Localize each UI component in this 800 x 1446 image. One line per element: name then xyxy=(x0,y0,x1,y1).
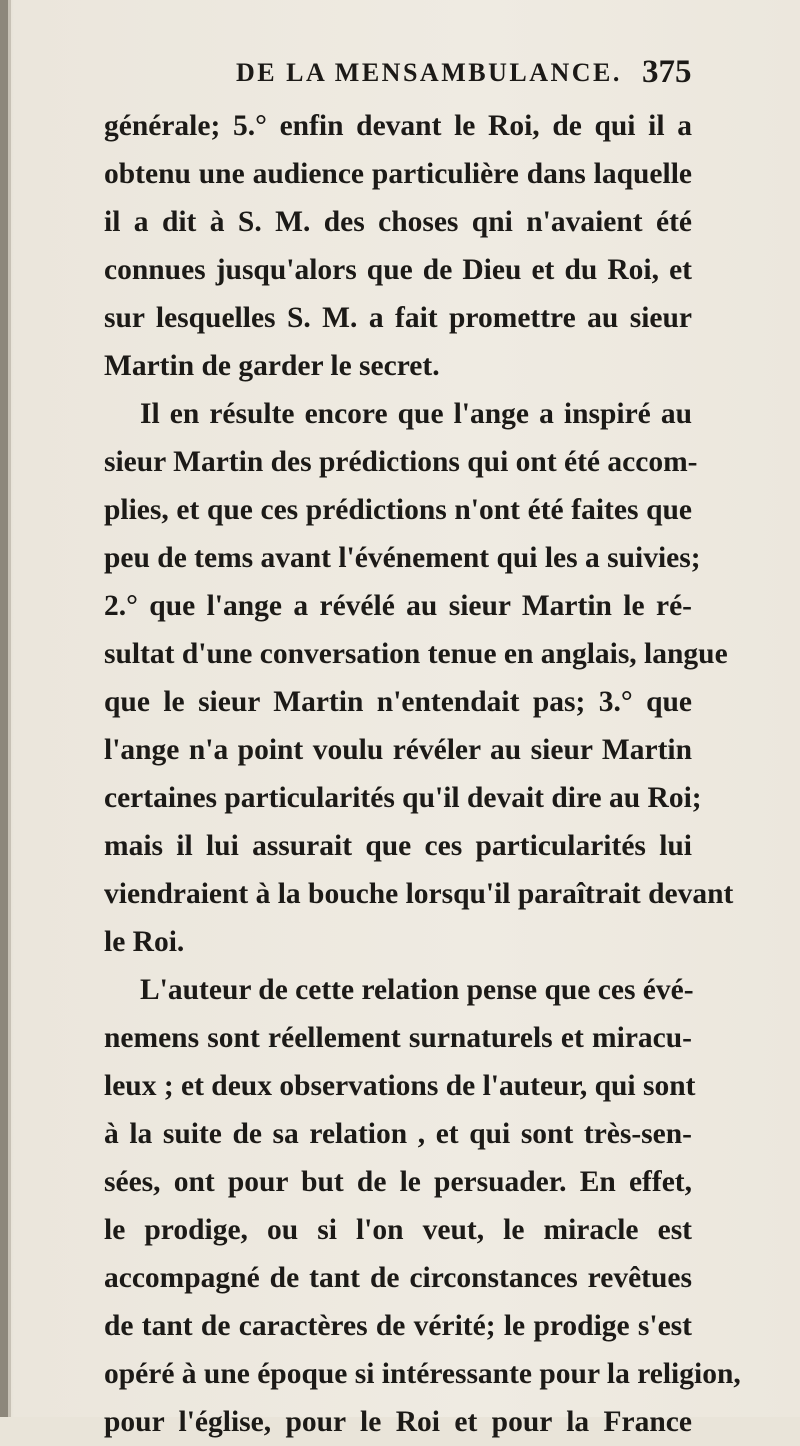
text-line: Martin de garder le secret. xyxy=(104,350,440,382)
text-line: il a dit à S. M. des choses qni n'avaient été xyxy=(104,206,692,238)
text-line: de tant de caractères de vérité; le prodige s'est xyxy=(104,1310,692,1342)
book-spine-edge xyxy=(8,0,11,1417)
text-line: 2.° que l'ange a révélé au sieur Martin le ré- xyxy=(104,590,692,622)
text-line: leux ; et deux observations de l'auteur, qui sont xyxy=(104,1070,696,1102)
text-line: obtenu une audience particulière dans laquelle xyxy=(104,158,692,190)
text-line: opéré à une époque si intéressante pour la religion, xyxy=(104,1358,741,1390)
page-number: 375 xyxy=(642,54,692,90)
book-spine-shadow xyxy=(0,0,8,1417)
text-line: sultat d'une conversation tenue en anglais, langue xyxy=(104,638,728,670)
text-line: certaines particularités qu'il devait dire au Roi; xyxy=(104,782,702,814)
text-line: à la suite de sa relation , et qui sont très-sen- xyxy=(104,1118,692,1150)
text-line: le Roi. xyxy=(104,926,185,958)
running-head xyxy=(0,54,800,98)
text-line: sur lesquelles S. M. a fait promettre au sieur xyxy=(104,302,692,334)
text-line: Il en résulte encore que l'ange a inspiré au xyxy=(140,398,692,430)
text-line: le prodige, ou si l'on veut, le miracle est xyxy=(104,1214,692,1246)
text-line: sées, ont pour but de le persuader. En effet, xyxy=(104,1166,692,1198)
text-line: connues jusqu'alors que de Dieu et du Roi, et xyxy=(104,254,692,286)
text-line: générale; 5.° enfin devant le Roi, de qui il a xyxy=(104,110,692,142)
text-line: accompagné de tant de circonstances revêtues xyxy=(104,1262,692,1294)
text-line: nemens sont réellement surnaturels et miracu- xyxy=(104,1022,692,1054)
text-line: plies, et que ces prédictions n'ont été faites que xyxy=(104,494,692,526)
text-line: l'ange n'a point voulu révéler au sieur Martin xyxy=(104,734,692,766)
running-head-title: DE LA MENSAMBULANCE. xyxy=(236,58,622,87)
text-line: sieur Martin des prédictions qui ont été accom- xyxy=(104,446,698,478)
text-line: pour l'église, pour le Roi et pour la France xyxy=(104,1406,692,1438)
text-line: que le sieur Martin n'entendait pas; 3.° que xyxy=(104,686,692,718)
body-text xyxy=(104,102,741,1446)
text-line: viendraient à la bouche lorsqu'il paraîtrait devant xyxy=(104,878,734,910)
text-line: peu de tems avant l'événement qui les a suivies; xyxy=(104,542,701,574)
text-line: L'auteur de cette relation pense que ces évé- xyxy=(140,974,694,1006)
text-line: mais il lui assurait que ces particularités lui xyxy=(104,830,692,862)
